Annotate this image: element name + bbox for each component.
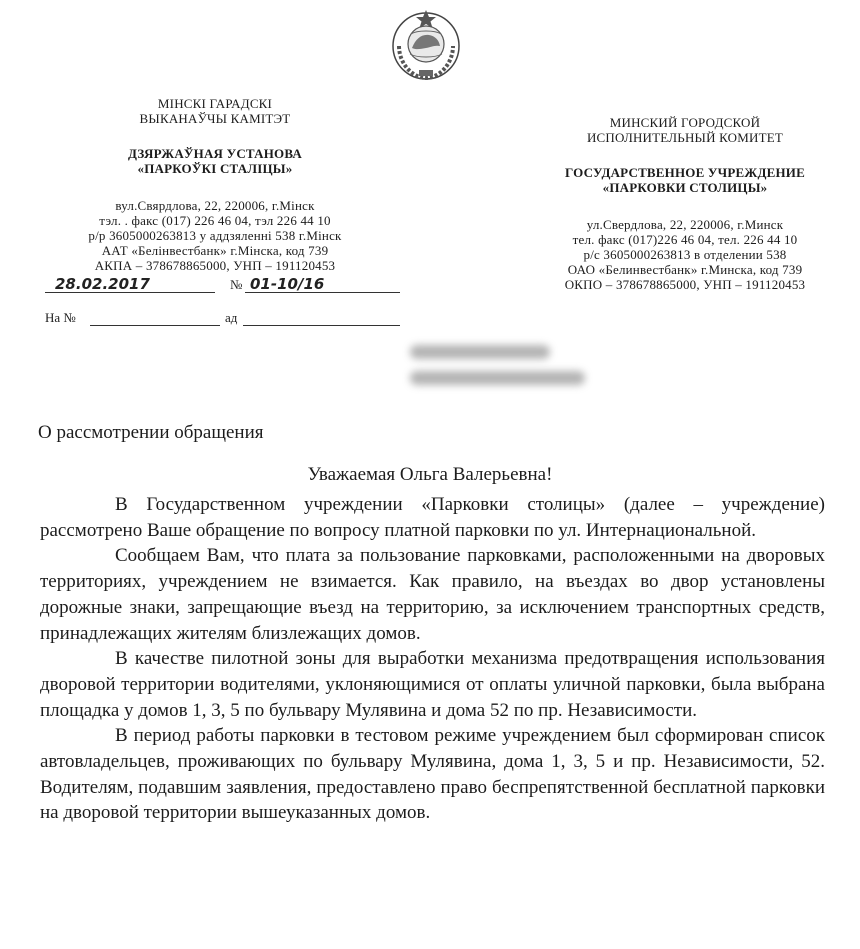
address-line: ОАО «Белинвестбанк» г.Минска, код 739 (567, 262, 803, 277)
reference-date-underline (243, 325, 400, 326)
header-belarusian (40, 96, 390, 273)
address-block (40, 198, 390, 273)
address-line: тел. факс (017)226 46 04, тел. 226 44 10 (572, 232, 798, 247)
reference-line (45, 310, 400, 328)
address-line: ул.Свердлова, 22, 220006, г.Минск (586, 217, 784, 232)
date-underline (45, 292, 215, 293)
letter-greeting: Уважаемая Ольга Валерьевна! (307, 464, 553, 485)
organization-line-1: ДЗЯРЖАЎНАЯ УСТАНОВА (127, 146, 303, 161)
authority-line-2: ВЫКАНАЎЧЫ КАМІТЭТ (139, 111, 291, 126)
redacted-recipient-name (410, 345, 550, 359)
body-paragraph: В период работы парковки в тестовом режиме учреждением был сформирован список автовладельцев, проживающих по бульвару Мулявина, дома 1, 3, 5 и пр. Независимости, 52. Водителям, подавшим заявления, предоставлено право беспрепятственной бесплатной парковки на дворовой территории вышеуказанных домов. (40, 725, 825, 824)
organization-line-2: «ПАРКОЎКІ СТАЛІЦЫ» (137, 161, 293, 176)
address-line: р/р 3605000263813 у аддзяленні 538 г.Мінск (88, 228, 342, 243)
state-emblem-icon (385, 4, 467, 86)
body-paragraph: В качестве пилотной зоны для выработки механизма предотвращения использования дворовой территории водителями, уклоняющимися от оплаты уличной парковки, была выбрана площадка у домов 1, 3, 5 по бульвару Мулявина и дома 52 по пр. Независимости. (40, 648, 825, 721)
organization-name (40, 146, 390, 176)
address-block (520, 217, 850, 292)
organization-line-1: ГОСУДАРСТВЕННОЕ УЧРЕЖДЕНИЕ (564, 165, 805, 180)
authority-line-2: ИСПОЛНИТЕЛЬНЫЙ КОМИТЕТ (586, 130, 784, 145)
address-line: АКПА – 378678865000, УНП – 191120453 (94, 258, 336, 273)
organization-name (520, 165, 850, 195)
handwritten-number: 01-10/16 (250, 275, 325, 293)
header-russian (520, 115, 850, 292)
body-paragraph: Сообщаем Вам, что плата за пользование парковками, расположенными на дворовых территориях, учреждением не взимается. Как правило, на въездах во двор установлены дорожные знаки, запрещающие въезд на территорию, за исключением транспортных средств, принадлежащих жителям близлежащих домов. (40, 545, 825, 644)
body-paragraph: В Государственном учреждении «Парковки столицы» (далее – учреждение) рассмотрено Ваше обращение по вопросу платной парковки по ул. Интернациональной. (40, 494, 825, 541)
authority-line-1: МИНСКИЙ ГОРОДСКОЙ (609, 115, 761, 130)
address-line: р/с 3605000263813 в отделении 538 (583, 247, 787, 262)
number-underline (245, 292, 400, 293)
letter-body (40, 492, 825, 826)
number-sign: № (230, 277, 243, 292)
organization-line-2: «ПАРКОВКИ СТОЛИЦЫ» (602, 180, 768, 195)
address-line: ОКПО – 378678865000, УНП – 191120453 (564, 277, 806, 292)
reference-date-label: ад (225, 310, 238, 325)
registration-line (45, 275, 400, 295)
reference-number-label: На № (45, 310, 76, 325)
reference-number-underline (90, 325, 220, 326)
authority-line-1: МІНСКІ ГАРАДСКІ (157, 96, 273, 111)
handwritten-date: 28.02.2017 (55, 275, 150, 293)
address-line: тэл. . факс (017) 226 46 04, тэл 226 44 10 (99, 213, 331, 228)
address-line: ААТ «Белінвестбанк» г.Мінска, код 739 (101, 243, 329, 258)
redacted-recipient-address (410, 371, 585, 385)
letter-subject: О рассмотрении обращения (38, 422, 264, 443)
address-line: вул.Свярдлова, 22, 220006, г.Мінск (115, 198, 315, 213)
